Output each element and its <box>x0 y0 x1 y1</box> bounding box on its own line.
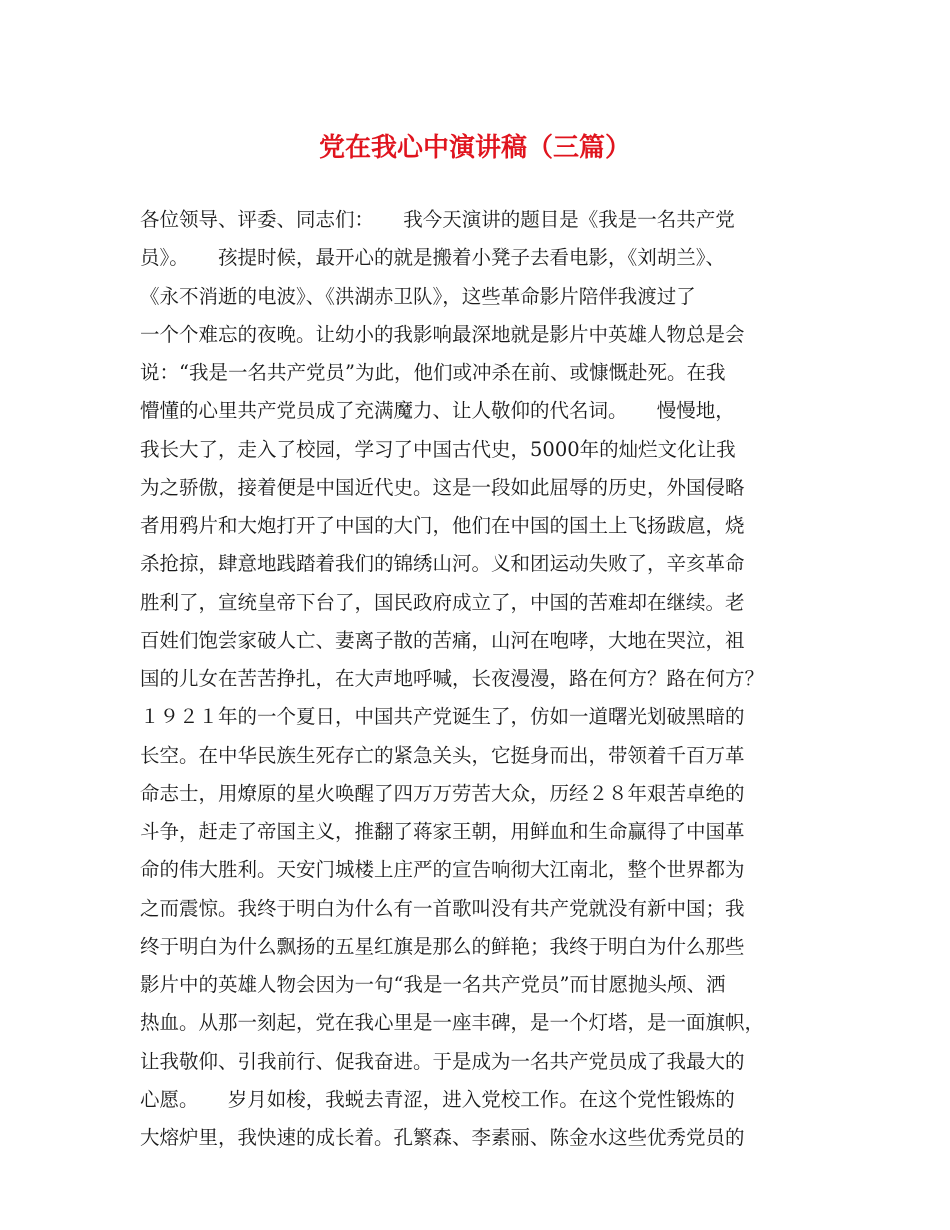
body-line: 员》。 孩提时候，最开心的就是搬着小凳子去看电影，《刘胡兰》、 <box>140 246 726 270</box>
body-line: 我长大了，走入了校园，学习了中国古代史，5000年的灿烂文化让我 <box>140 437 736 461</box>
body-line: 命的伟大胜利。天安门城楼上庄严的宣告响彻大江南北，整个世界都为 <box>140 858 745 882</box>
body-line: 长空。在中华民族生死存亡的紧急关头，它挺身而出，带领着千百万革 <box>140 743 745 767</box>
body-line: 杀抢掠，肆意地践踏着我们的锦绣山河。义和团运动失败了，辛亥革命 <box>140 552 745 576</box>
body-line: １９２１年的一个夏日，中国共产党诞生了，仿如一道曙光划破黑暗的 <box>140 705 745 729</box>
body-line: 为之骄傲，接着便是中国近代史。这是一段如此屈辱的历史，外国侵略 <box>140 475 745 499</box>
body-line: 者用鸦片和大炮打开了中国的大门，他们在中国的国土上飞扬跋扈，烧 <box>140 514 745 537</box>
body-line: 命志士，用燎原的星火唤醒了四万万劳苦大众，历经２８年艰苦卓绝的 <box>140 781 745 805</box>
body-line: 国的儿女在苦苦挣扎，在大声地呼喊，长夜漫漫，路在何方？路在何方？ <box>140 667 765 690</box>
body-line: 热血。从那一刻起，党在我心里是一座丰碑，是一个灯塔，是一面旗帜， <box>140 1011 765 1035</box>
body-line: 之而震惊。我终于明白为什么有一首歌叫没有共产党就没有新中国；我 <box>140 896 745 920</box>
body-line: 懵懂的心里共产党员成了充满魔力、让人敬仰的代名词。 慢慢地， <box>140 399 735 423</box>
body-line: 斗争，赶走了帝国主义，推翻了蒋家王朝，用鲜血和生命赢得了中国革 <box>140 820 745 843</box>
document-title: 党在我心中演讲稿（三篇） <box>318 133 631 163</box>
body-line: 让我敬仰、引我前行、促我奋进。于是成为一名共产党员成了我最大的 <box>140 1049 745 1073</box>
body-line: 大熔炉里，我快速的成长着。孔繁森、李素丽、陈金水这些优秀党员的 <box>140 1126 745 1149</box>
body-line: 终于明白为什么飘扬的五星红旗是那么的鲜艳；我终于明白为什么那些 <box>140 934 745 958</box>
body-line: 一个个难忘的夜晚。让幼小的我影响最深地就是影片中英雄人物总是会 <box>140 322 745 346</box>
body-line: 影片中的英雄人物会因为一句“我是一名共产党员”而甘愿抛头颅、洒 <box>140 973 726 996</box>
body-line: 心愿。 岁月如梭，我蜕去青涩，进入党校工作。在这个党性锻炼的 <box>140 1087 735 1111</box>
body-line: 百姓们饱尝家破人亡、妻离子散的苦痛，山河在咆哮，大地在哭泣，祖 <box>140 628 745 652</box>
body-line: 胜利了，宣统皇帝下台了，国民政府成立了，中国的苦难却在继续。老 <box>140 590 745 614</box>
document-body <box>140 201 815 1157</box>
body-line: 《永不消逝的电波》、《洪湖赤卫队》，这些革命影片陪伴我渡过了 <box>140 284 696 308</box>
body-line: 各位领导、评委、同志们： 我今天演讲的题目是《我是一名共产党 <box>140 208 735 231</box>
body-line: 说：“我是一名共产党员”为此，他们或冲杀在前、或慷慨赴死。在我 <box>140 361 726 384</box>
